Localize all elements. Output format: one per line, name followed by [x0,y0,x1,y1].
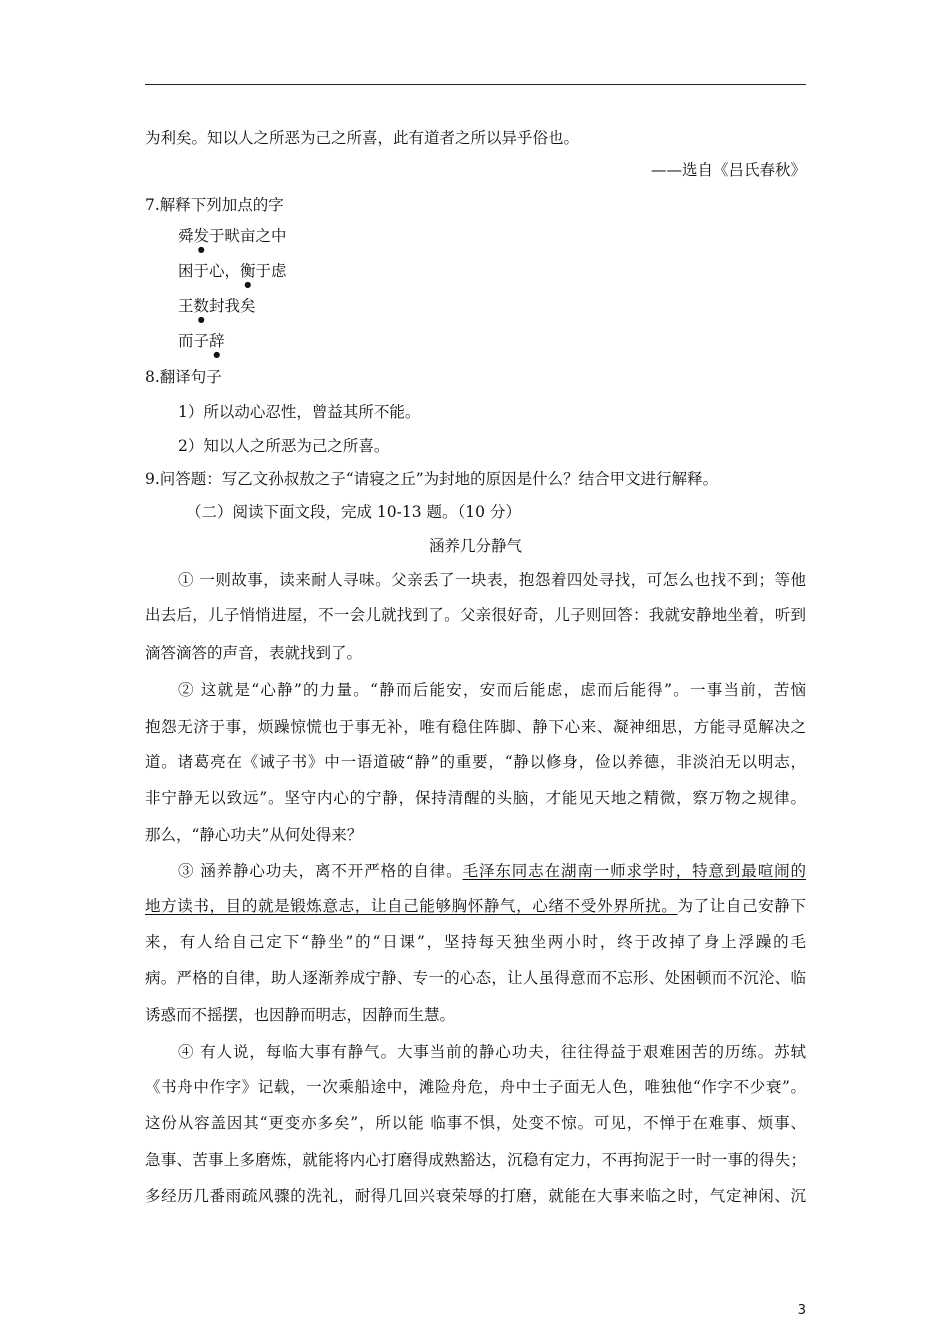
p4-line-2: 《书舟中作字》记载，一次乘船途中，滩险舟危，舟中士子面无人色，唯独他“作字不少衰”。 [145,1078,806,1096]
q8-item-2: 2）知以人之所恶为己之所喜。 [178,437,390,455]
p3-line-2: 地方读书，目的就是锻炼意志，让自己能够胸怀静气，心绪不受外界所扰。为了让自己安静下 [145,897,806,915]
underlined-sentence-part-1: 毛泽东同志在湖南一师求学时，特意到最喧闹的 [462,862,806,880]
p2-line-3: 道。诸葛亮在《诫子书》中一语道破“静”的重要，“静以修身，俭以养德，非淡泊无以明志， [145,753,806,771]
q7-item-4: 而子辞 [178,332,225,350]
p2-line-4: 非宁静无以致远”。坚守内心的宁静，保持清醒的头脑，才能见天地之精微，察万物之规律。 [145,789,806,807]
passage-end-line: 为利矣。知以人之所恶为己之所喜，此有道者之所以异乎俗也。 [145,129,580,147]
section2-intro: （二）阅读下面文段，完成 10-13 题。（10 分） [186,503,521,521]
q9-question: 9.问答题：写乙文孙叔敖之子“请寝之丘”为封地的原因是什么？结合甲文进行解释。 [145,470,719,488]
q8-title: 8.翻译句子 [145,368,222,386]
p4-line-5: 多经历几番雨疏风骤的洗礼，耐得几回兴衰荣辱的打磨，就能在大事来临之时，气定神闲、沉 [145,1187,806,1205]
q7-title: 7.解释下列加点的字 [145,196,284,214]
passage-source: ——选自《吕氏春秋》 [650,161,806,179]
article-title: 涵养几分静气 [428,537,522,555]
p2-line-1: ② 这就是“心静”的力量。“静而后能安，安而后能虑，虑而后能得”。一事当前，苦恼 [178,681,806,699]
p2-line-5: 那么，“静心功夫”从何处得来？ [145,826,363,844]
p3-line-1: ③ 涵养静心功夫，离不开严格的自律。毛泽东同志在湖南一师求学时，特意到最喧闹的 [178,862,806,880]
header-rule [145,84,806,85]
p1-line-3: 滴答滴答的声音，表就找到了。 [145,644,363,662]
p4-line-1: ④ 有人说，每临大事有静气。大事当前的静心功夫，往往得益于艰难困苦的历练。苏轼 [178,1043,806,1061]
q7-item-1: 舜发于畎亩之中 [178,227,287,245]
p3-line-4: 病。严格的自律，助人逐渐养成宁静、专一的心态，让人虽得意而不忘形、处困顿而不沉沦、临 [145,969,806,987]
p2-line-2: 抱怨无济于事，烦躁惊慌也于事无补，唯有稳住阵脚、静下心来、凝神细思，方能寻觅解决之 [145,718,806,736]
q8-item-1: 1）所以动心忍性，曾益其所不能。 [178,403,421,421]
p4-line-3: 这份从容盖因其“更变亦多矣”，所以能 临事不惧，处变不惊。可见，不惮于在难事、烦事、 [145,1114,806,1132]
p3-line-3: 来，有人给自己定下“静坐”的“日课”，坚持每天独坐两小时，终于改掉了身上浮躁的毛 [145,933,806,951]
p1-line-1: ① 一则故事，读来耐人寻味。父亲丢了一块表，抱怨着四处寻找，可怎么也找不到；等他 [178,571,806,589]
q7-item-3: 王数封我矣 [178,297,256,315]
page-number: 3 [797,1303,806,1318]
p1-line-2: 出去后，儿子悄悄进屋，不一会儿就找到了。父亲很好奇，儿子则回答：我就安静地坐着，听到 [145,606,806,624]
q7-item-2: 困于心，衡于虑 [178,262,287,280]
underlined-sentence-part-2: 地方读书，目的就是锻炼意志，让自己能够胸怀静气，心绪不受外界所扰。 [145,897,678,915]
p4-line-4: 急事、苦事上多磨炼，就能将内心打磨得成熟豁达，沉稳有定力，不再拘泥于一时一事的得失； [145,1151,806,1169]
p3-line-5: 诱惑而不摇摆，也因静而明志，因静而生慧。 [145,1006,456,1024]
